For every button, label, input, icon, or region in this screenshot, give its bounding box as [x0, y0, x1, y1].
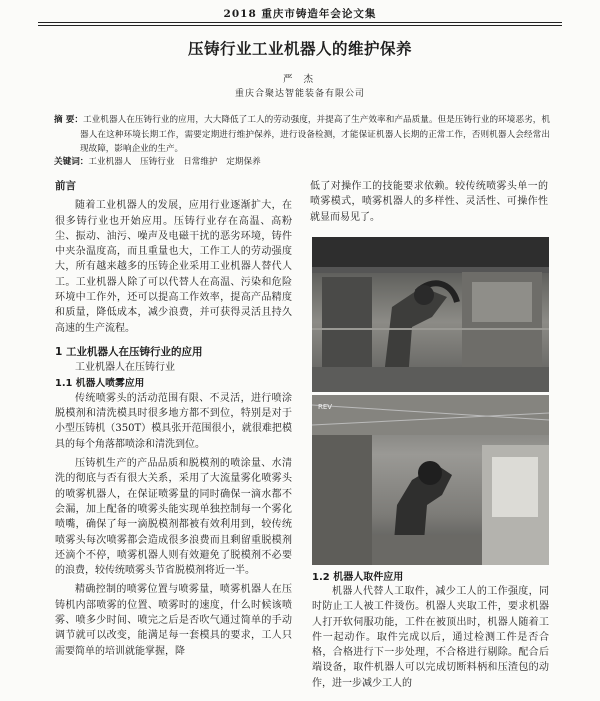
section12-paragraph: [312, 584, 549, 691]
section-heading-intro: 前言: [55, 180, 76, 192]
section11-paragraph2: 压铸机生产的产品品质和脱模剂的喷涂量、水清洗的彻底与否有很大关系，采用了大流量雾化喷雾头的喷雾机器人，在保证喷雾量的同时确保一滴水都不会漏，加上配备的喷雾头能实现单独控制每一个雾化喷嘴，确保了每一滴脱模剂都被有效利用到，较传统喷雾头每次喷雾都会造成很多浪费而且剩留重脱模剂还滴个不停，喷雾机器人则有效避免了脱模剂不必要的浪费，较传统喷雾头节省脱模剂将近一半。: [55, 458, 292, 577]
subsection-heading-1-2: 1.2 机器人取件应用: [312, 572, 404, 583]
pickup-robot-illustration: [312, 395, 549, 565]
subsection-heading-1-1: 1.1 机器人喷雾应用: [55, 377, 145, 389]
right-column-continuation: 低了对操作工的技能要求依赖。较传统喷雾头单一的喷雾模式，喷雾机器人的多样性、灵活性、可操作性就显而易见了。: [310, 181, 548, 223]
running-header: 2018 重庆市铸造年会论文集: [223, 8, 377, 20]
intro-paragraph: 随着工业机器人的发展，应用行业逐渐扩大，在很多铸行业也开始应用。压铸行业存在高温、高粉尘、振动、油污、噪声及电磁干扰的恶劣环境，铸件中夹杂温度高，而且重量也大，工作工人的劳动强度大，所有越来越多的压铸企业采用工业机器人替代人工。工业机器人除了可以代替人在高温、污染和危险环境中工作外，还可以提高工作效率，提高产品精度和质量，降低成本，减少浪费，并可获得灵活且持久高速的生产流程。: [55, 200, 292, 334]
photo-label: REV: [318, 403, 333, 411]
header-rule-thin: [38, 25, 562, 26]
keywords-label: 关键词：: [54, 157, 89, 167]
section-heading-1: 1 工业机器人在压铸行业的应用: [55, 345, 203, 358]
keywords-text: 工业机器人 压铸行业 日常维护 定期保养: [88, 157, 261, 167]
affiliation: 重庆合聚达智能装备有限公司: [234, 89, 365, 99]
right-column: [310, 179, 548, 225]
left-column: [55, 179, 292, 659]
header-rule: [38, 22, 562, 23]
abstract-label: 摘 要：: [54, 115, 83, 125]
spray-robot-photo: [312, 237, 549, 392]
abstract-text: 工业机器人在压铸行业的应用，大大降低了工人的劳动强度，并提高了生产效率和产品质量。但是压铸行业的环境恶劣，机器人在这种环境长期工作，需要定期进行维护保养，进行设备检测，才能保证机器人长期的正常工作，否则机器人会经常出现故障，影响企业的生产。: [80, 115, 550, 154]
pickup-robot-photo: [312, 395, 549, 565]
keywords: [54, 155, 550, 167]
section11-paragraph3: 精确控制的喷雾位置与喷雾量，喷雾机器人在压铸机内部喷雾的位置、喷雾时的速度，什么时候该喷雾、喷多少时间、喷完之后是否吹气通过简单的手动调节就可以改变，能满足每一套模具的要求，工人只需要简单的培训就能掌握，降: [55, 584, 292, 657]
section1-intro: 工业机器人在压铸行业: [75, 362, 175, 374]
paper-title: 压铸行业工业机器人的维护保养: [187, 40, 412, 58]
section11-paragraph1: 传统喷雾头的活动范围有限、不灵活，进行喷涂脱模剂和清洗模具时很多地方都不到位，特别是对于小型压铸机（350T）模具张开范围很小，就很难把模具的每个角落都喷涂和清洗到位。: [55, 392, 292, 450]
spray-robot-illustration: [312, 237, 549, 392]
section12-paragraph-text: 机器人代替人工取件，减少工人的工作强度，同时防止工人被工件烫伤。机器人夹取工件，要求机器人打开软伺服功能，工件在被顶出时，机器人随着工件一起动作。取件完成以后，通过检测工件是否合格，合格进行下一步处理，不合格进行剔除。配合后端设备，取件机器人可以完成切断料柄和压渣包的动作，进一步减少工人的: [312, 586, 549, 689]
author: 严 杰: [282, 74, 318, 85]
abstract: [54, 113, 550, 157]
